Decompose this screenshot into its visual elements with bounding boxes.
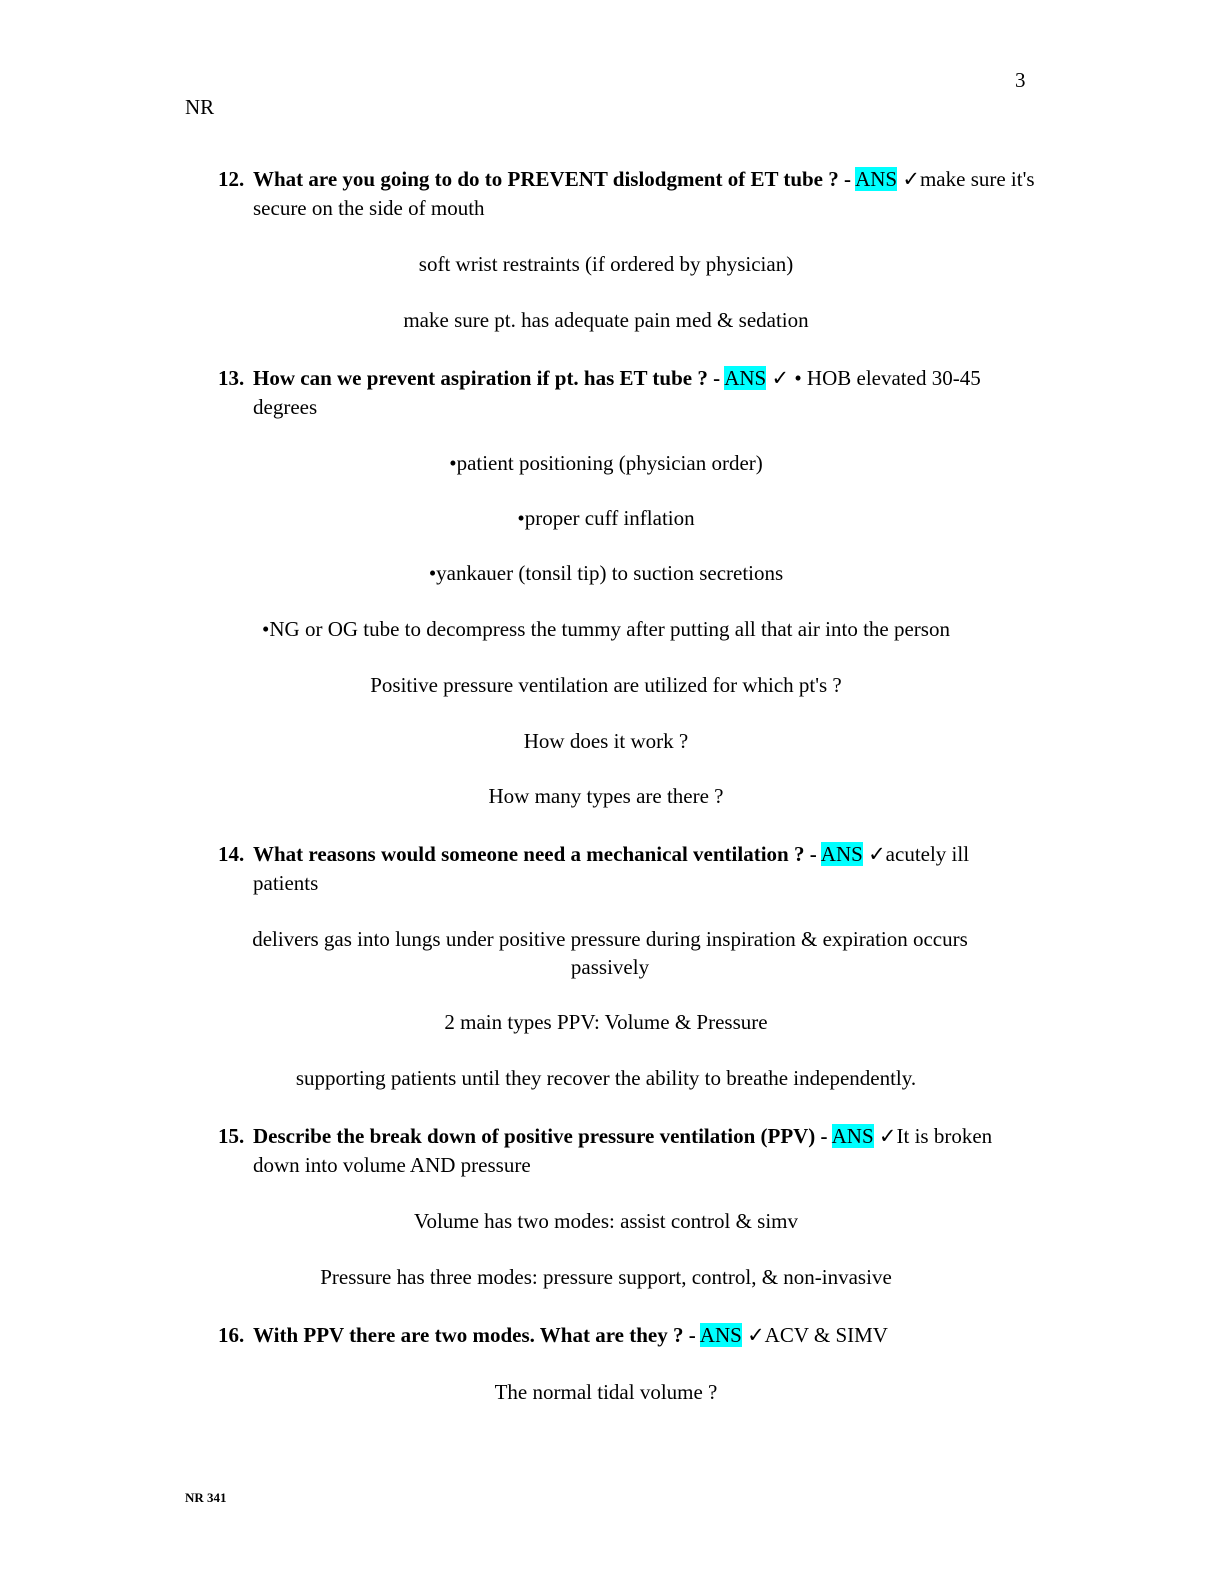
checkmark-icon: ✓ xyxy=(868,842,886,866)
question-text: How can we prevent aspiration if pt. has ET tube ? - xyxy=(253,366,721,390)
question-number: 14. xyxy=(218,842,245,866)
checkmark-icon: ✓ xyxy=(902,167,920,191)
checkmark-icon: ✓ xyxy=(878,1124,897,1148)
question-text: With PPV there are two modes. What are they ? - xyxy=(253,1323,696,1347)
checkmark-icon: ✓ xyxy=(747,1323,765,1347)
answer-text: It is broken down into volume AND pressure xyxy=(253,1124,993,1177)
line-text: make sure pt. has adequate pain med & sedation xyxy=(403,308,809,332)
answer-text: ACV & SIMV xyxy=(764,1323,888,1347)
question-13 xyxy=(218,364,1038,422)
line-text: Pressure has three modes: pressure support, control, & non-invasive xyxy=(320,1265,892,1289)
footer-label: NR 341 xyxy=(185,1490,227,1505)
line-text: delivers gas into lungs under positive pressure during inspiration & expiration occurs passively xyxy=(252,927,968,979)
line-text: Volume has two modes: assist control & simv xyxy=(413,1209,799,1233)
checkmark-icon: ✓ xyxy=(771,366,790,390)
question-number: 12. xyxy=(218,167,245,191)
ans-highlight: ANS xyxy=(855,167,898,191)
line-text: Positive pressure ventilation are utilized for which pt's ? xyxy=(370,673,842,697)
line-text: 2 main types PPV: Volume & Pressure xyxy=(444,1010,768,1034)
answer-text: make sure it's secure on the side of mouth xyxy=(253,167,1035,220)
line-text: supporting patients until they recover the ability to breathe independently. xyxy=(295,1066,917,1090)
question-text: Describe the break down of positive pressure ventilation (PPV) - xyxy=(253,1124,828,1148)
question-16 xyxy=(218,1321,1038,1350)
question-number: 16. xyxy=(218,1323,245,1347)
line-text: The normal tidal volume ? xyxy=(494,1380,718,1404)
answer-text: • HOB elevated 30-45 degrees xyxy=(253,366,981,419)
line-text: How does it work ? xyxy=(523,729,689,753)
question-number: 15. xyxy=(218,1124,245,1148)
question-12 xyxy=(218,165,1038,223)
question-text: What are you going to do to PREVENT dislodgment of ET tube ? - xyxy=(253,167,851,191)
header-label: NR xyxy=(185,95,215,119)
question-number: 13. xyxy=(218,366,245,390)
answer-text: acutely ill patients xyxy=(253,842,970,895)
question-15 xyxy=(218,1122,1038,1180)
question-14 xyxy=(218,840,1038,898)
line-text: •patient positioning (physician order) xyxy=(449,451,763,475)
line-text: •yankauer (tonsil tip) to suction secretions xyxy=(428,561,784,585)
ans-highlight: ANS xyxy=(724,366,767,390)
ans-highlight: ANS xyxy=(831,1124,874,1148)
line-text: How many types are there ? xyxy=(488,784,724,808)
line-text: •NG or OG tube to decompress the tummy after putting all that air into the person xyxy=(262,617,950,641)
ans-highlight: ANS xyxy=(820,842,863,866)
page-number: 3 xyxy=(1015,68,1026,92)
ans-highlight: ANS xyxy=(699,1323,742,1347)
question-text: What reasons would someone need a mechanical ventilation ? - xyxy=(253,842,817,866)
line-text: soft wrist restraints (if ordered by physician) xyxy=(418,252,794,276)
line-text: •proper cuff inflation xyxy=(517,506,695,530)
